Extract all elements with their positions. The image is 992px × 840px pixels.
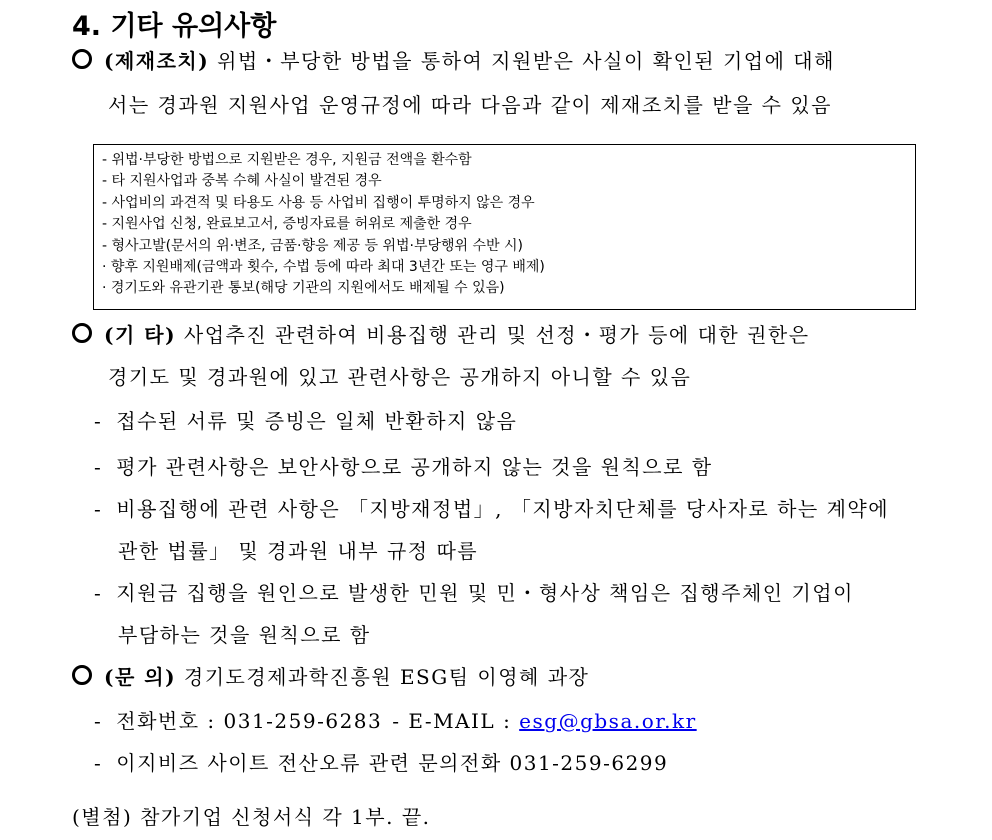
inquiry-line [72,662,589,692]
inquiry-ezbiz: - 이지비즈 사이트 전산오류 관련 문의전화 031-259-6299 [94,751,669,775]
circle-bullet-icon [72,665,92,685]
inquiry-contact: - 전화번호 : 031-259-6283 - E-MAIL : esg@gbsa.or.kr [94,709,697,733]
other-item-1: - 접수된 서류 및 증빙은 일체 반환하지 않음 [94,409,518,433]
attachment-note: (별첨) 참가기업 신청서식 각 1부. 끝. [72,805,431,829]
box-line: - 사업비의 과견적 및 타용도 사용 등 사업비 집행이 투명하지 않은 경우 [102,194,535,211]
sanction-details-box [93,144,916,310]
other-item-2: - 평가 관련사항은 보안사항으로 공개하지 않는 것을 원칙으로 함 [94,455,713,479]
box-line: · 경기도와 유관기관 통보(해당 기관의 지원에서도 배제될 수 있음) [102,280,505,297]
other-item-3-cont: 관한 법률」 및 경과원 내부 규정 따름 [118,539,479,563]
sanction-label: (제재조치) [104,49,210,73]
other-text-1: 사업추진 관련하여 비용집행 관리 및 선정・평가 등에 대한 권한은 [183,323,810,347]
inquiry-label: (문 의) [104,665,177,689]
inquiry-text: 경기도경제과학진흥원 ESG팀 이영혜 과장 [183,665,590,689]
sanction-line-1 [72,46,835,76]
box-line: - 지원사업 신청, 완료보고서, 증빙자료를 허위로 제출한 경우 [102,216,472,233]
box-line: - 위법·부당한 방법으로 지원받은 경우, 지원금 전액을 환수함 [102,152,472,168]
email-link[interactable]: esg@gbsa.or.kr [519,709,697,733]
other-line-2: 경기도 및 경과원에 있고 관련사항은 공개하지 아니할 수 있음 [108,365,692,389]
circle-bullet-icon [72,323,92,343]
section-title: 4. 기타 유의사항 [72,11,277,42]
sanction-line-2: 서는 경과원 지원사업 운영규정에 따라 다음과 같이 제재조치를 받을 수 있음 [108,93,832,117]
other-item-4: - 지원금 집행을 원인으로 발생한 민원 및 민・형사상 책임은 집행주체인 기업이 [94,581,854,605]
other-item-3: - 비용집행에 관련 사항은 「지방재정법」, 「지방자치단체를 당사자로 하는 계약에 [94,497,890,521]
box-line: · 향후 지원배제(금액과 횟수, 수법 등에 따라 최대 3년간 또는 영구 배제) [102,259,545,276]
box-line: - 형사고발(문서의 위·변조, 금품·향응 제공 등 위법·부당행위 수반 시) [102,237,524,254]
box-line: - 타 지원사업과 중복 수혜 사실이 발견된 경우 [102,173,382,190]
phone-number: 전화번호 : 031-259-6283 [116,709,383,733]
other-item-4-cont: 부담하는 것을 원칙으로 함 [118,623,371,647]
circle-bullet-icon [72,49,92,69]
other-line-1 [72,320,810,350]
email-label: - E-MAIL : [392,709,512,733]
sanction-text-1: 위법・부당한 방법을 통하여 지원받은 사실이 확인된 기업에 대해 [217,49,835,73]
other-label: (기 타) [104,323,177,347]
